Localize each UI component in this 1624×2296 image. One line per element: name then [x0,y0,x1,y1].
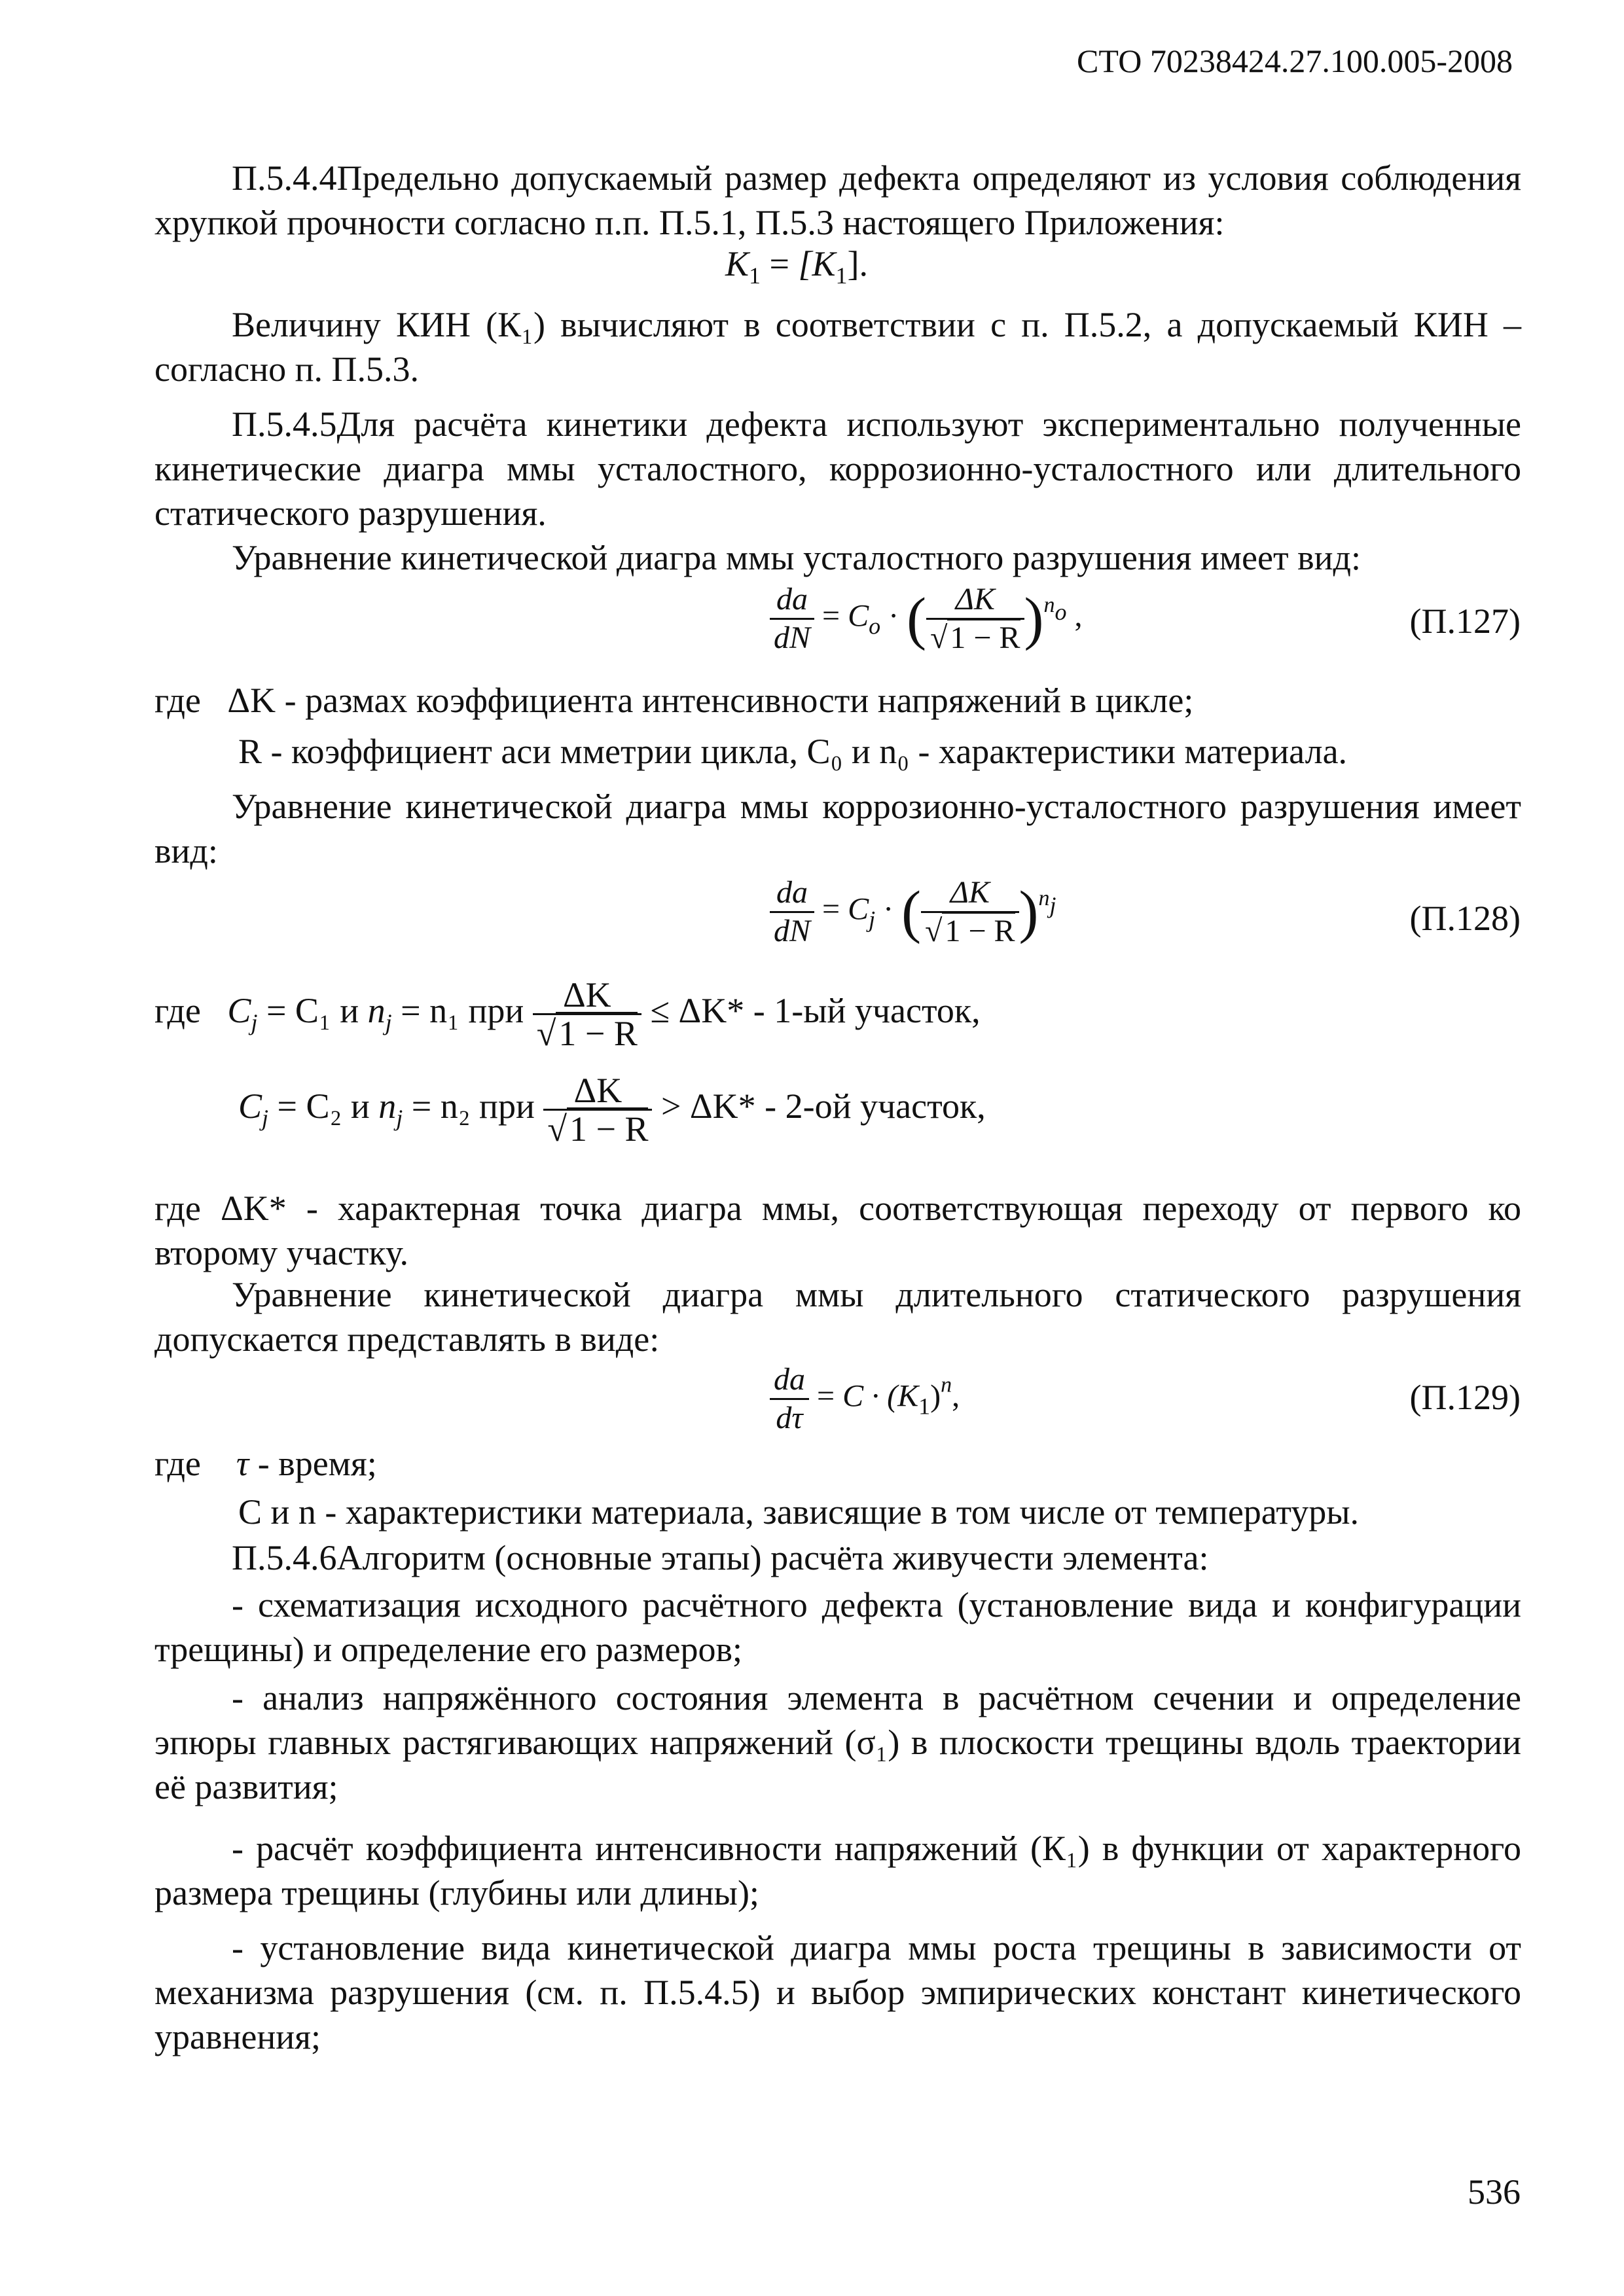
paragraph-delta-k-star: где ΔK* - характерная точка диагра ммы, соответствующая переходу от первого ко второму участку. [154,1189,1521,1272]
page-number: 536 [1468,2172,1521,2212]
list-item: - анализ напряжённого состояния элемента в расчётном сечении и определение эпюры главных растягивающих напряжений (σ₁) в плоскости трещины вдоль траектории её развития; [154,1678,1521,1806]
equation-127-label: (П.127) [1409,601,1521,641]
equation-127: $\frac{da}{dN}$ = $C_o$ · ( $\frac{\Delta K}{√1 - R}$ )$^{n_o}$ , [770,581,1083,656]
equation-129-label: (П.129) [1409,1378,1521,1417]
condition-section-2: $C_j = C_2$ и $n_j = n_2$ при $\frac{\Delta K}{√1 - R}$ > ΔK* - 2-ой участок, [238,1071,986,1149]
where-delta-k: где ΔK - размах коэффициента интенсивности напряжений в цикле; [154,681,1194,720]
list-item: - расчёт коэффициента интенсивности напряжений (К₁) в функции от характерного размера трещины (глубины или длины); [154,1829,1521,1912]
list-item: - схематизация исходного расчётного дефекта (установление вида и конфигурации трещины) и определение его размеров; [154,1585,1521,1669]
list-item: - установление вида кинетической диагра ммы роста трещины в зависимости от механизма разрушения (см. п. П.5.4.5) и выбор эмпирических констант кинетического уравнения; [154,1928,1521,2056]
where-c-n: C и n - характеристики материала, зависящие в том числе от температуры. [238,1492,1360,1532]
paragraph-p5-4-5: П.5.4.5Для расчёта кинетики дефекта используют экспериментально полученные кинетические диагра ммы усталостного, коррозионно-усталостного или длительного статического разрушения. [154,404,1521,533]
equation-129: $\frac{da}{d\tau}$ = $C \cdot (K_1)^n$, [770,1361,960,1437]
where-tau: где τ - время; [154,1444,377,1483]
equation-128: $\frac{da}{dN}$ = $C_j$ · ( $\frac{\Delta K}{√1 - R}$ )$^{n_j}$ [770,874,1056,950]
equation-128-label: (П.128) [1409,899,1521,938]
where-r-c0-n0: R - коэффициент аси мметрии цикла, C₀ и n₀ - характеристики материала. [238,732,1348,771]
paragraph-corrosion-eq-intro: Уравнение кинетической диагра ммы коррозионно-усталостного разрушения имеет вид: [154,787,1521,870]
paragraph-p5-4-4: П.5.4.4Предельно допускаемый размер дефекта определяют из условия соблюдения хрупкой прочности согласно п.п. П.5.1, П.5.3 настоящего Приложения: [154,158,1521,242]
formula-k1-condition: $K_1 = [K_1]$. [725,244,869,289]
paragraph-fatigue-eq-intro: Уравнение кинетической диагра ммы усталостного разрушения имеет вид: [232,538,1361,577]
paragraph-kin-calc: Величину КИН (К₁) вычисляют в соответствии с п. П.5.2, а допускаемый КИН – согласно п. П.5.3. [154,305,1521,389]
paragraph-static-eq-intro: Уравнение кинетической диагра ммы длительного статического разрушения допускается представлять в виде: [154,1275,1521,1359]
condition-section-1: где $C_j = C_1$ и $n_j = n_1$ при $\frac{\Delta K}{√1 - R}$ ≤ ΔK* - 1-ый участок, [154,975,981,1053]
paragraph-p5-4-6: П.5.4.6Алгоритм (основные этапы) расчёта живучести элемента: [232,1538,1209,1577]
standard-code-header: СТО 70238424.27.100.005-2008 [1077,43,1513,79]
